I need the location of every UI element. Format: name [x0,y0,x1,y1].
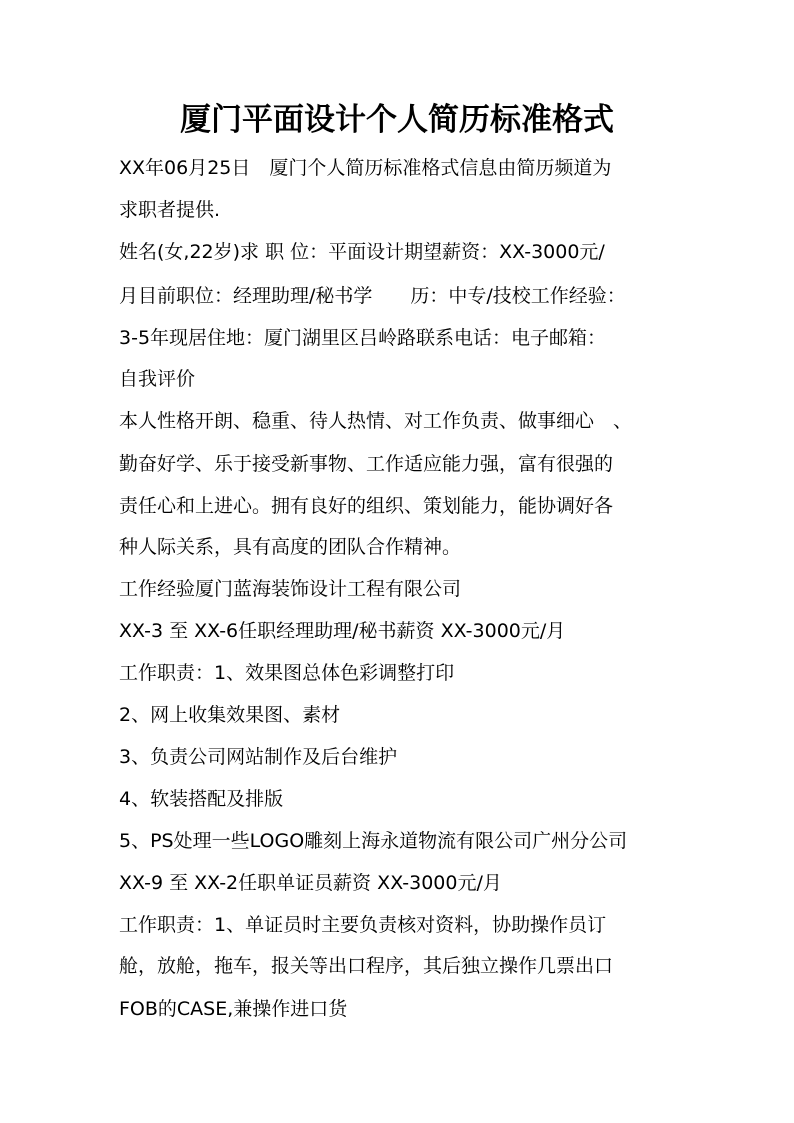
text-line-date-intro: XX年06月25日 厦门个人简历标准格式信息由简历频道为 [119,157,612,179]
text-line-duty-1-2: 2、网上收集效果图、素材 [119,704,341,726]
text-line-duty-2-2: 舱，放舱，拖车，报关等出口程序，其后独立操作几票出口 [119,955,614,977]
text-line-self-evaluation-2: 勤奋好学、乐于接受新事物、工作适应能力强，富有很强的 [119,453,614,475]
text-line-duty-1-4: 4、软装搭配及排版 [119,788,284,810]
text-line-duty-1-3: 3、负责公司网站制作及后台维护 [119,746,398,768]
text-line-duty-2-1: 工作职责：1、单证员时主要负责核对资料，协助操作员订 [119,914,607,936]
text-line-duty-1-1: 工作职责：1、效果图总体色彩调整打印 [119,662,455,684]
text-line-self-evaluation-3: 责任心和上进心。拥有良好的组织、策划能力，能协调好各 [119,495,614,517]
text-line-work-experience-company-1: 工作经验厦门蓝海装饰设计工程有限公司 [119,578,462,600]
section-heading-self-evaluation: 自我评价 [119,368,196,390]
text-line-job-period-1: XX-3 至 XX-6任职经理助理/秘书薪资 XX-3000元/月 [119,620,566,642]
text-line-duty-1-5-company-2: 5、PS处理一些LOGO雕刻上海永道物流有限公司广州分公司 [119,830,628,852]
text-line-residence-contact: 3-5年现居住地：厦门湖里区吕岭路联系电话：电子邮箱： [119,327,607,349]
text-line-intro-cont: 求职者提供. [119,199,221,221]
text-line-self-evaluation-1: 本人性格开朗、稳重、待人热情、对工作负责、做事细心 、 [119,410,633,432]
text-line-current-position: 月目前职位：经理助理/秘书学 历：中专/技校工作经验： [119,285,626,307]
text-line-duty-2-3: FOB的CASE,兼操作进口货 [119,998,348,1020]
document-title: 厦门平面设计个人简历标准格式 [180,102,614,138]
text-line-name-position: 姓名(女,22岁)求 职 位：平面设计期望薪资：XX-3000元/ [119,241,605,263]
text-line-job-period-2: XX-9 至 XX-2任职单证员薪资 XX-3000元/月 [119,872,502,894]
text-line-self-evaluation-4: 种人际关系，具有高度的团队合作精神。 [119,536,462,558]
